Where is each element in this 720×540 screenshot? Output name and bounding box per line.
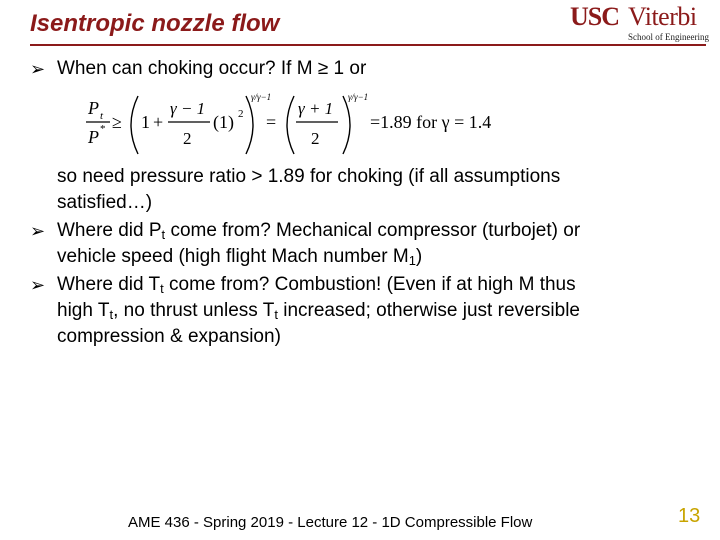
- formula-one-sq: (1): [213, 112, 234, 132]
- logo-viterbi-text: Viterbi: [628, 2, 697, 31]
- bullet-text-1: When can choking occur? If M ≥ 1 or: [57, 58, 367, 79]
- logo-usc-text: USC: [570, 2, 620, 31]
- formula-one: 1: [141, 112, 150, 132]
- isentropic-choking-formula: [86, 90, 526, 160]
- logo-school-text: School of Engineering: [628, 32, 709, 42]
- formula-sq: 2: [238, 108, 244, 120]
- arrow-bullet-icon: ➢: [30, 59, 46, 79]
- usc-viterbi-logo: [570, 2, 715, 44]
- arrow-bullet-icon: ➢: [30, 221, 46, 241]
- formula-frac2-den: 2: [311, 129, 320, 148]
- formula-result: =1.89 for γ = 1.4: [370, 112, 492, 132]
- formula-frac2-num: γ + 1: [298, 99, 334, 118]
- slide-title: Isentropic nozzle flow: [30, 10, 280, 37]
- bullet-text-2: Where did $P_t$ come from? Mechanical compressor (turbojet) or vehicle speed (high flight Mach number $M_1$): [57, 220, 581, 268]
- formula-exp-1: γ/γ−1: [251, 92, 272, 102]
- continuation-line-1: so need pressure ratio > 1.89 for choking (if all assumptions: [57, 166, 561, 187]
- page-number: 13: [678, 505, 701, 527]
- title-underline: [30, 44, 706, 46]
- formula-geq: ≥: [112, 112, 122, 132]
- formula-lhs-num: P: [88, 98, 99, 118]
- formula-lhs-num-sub: t: [100, 110, 104, 122]
- formula-exp-2: γ/γ−1: [348, 92, 369, 102]
- formula-lhs-den: P: [88, 127, 99, 147]
- formula-plus: +: [153, 112, 164, 132]
- formula-frac1-num: γ − 1: [170, 99, 206, 118]
- formula-lhs-den-sup: *: [100, 123, 106, 135]
- formula-frac1-den: 2: [183, 129, 192, 148]
- arrow-bullet-icon: ➢: [30, 275, 46, 295]
- bullet-text-3: Where did $T_t$ come from? Combustion! (Even if at high M thus high $T_t$, no thrust unless $T_t$ increased; otherwise just reversible compression & expansion): [57, 274, 580, 347]
- slide-footer: AME 436 - Spring 2019 - Lecture 12 - 1D Compressible Flow: [128, 514, 533, 531]
- continuation-line-2: satisfied…): [57, 192, 153, 213]
- formula-eq: =: [266, 112, 277, 132]
